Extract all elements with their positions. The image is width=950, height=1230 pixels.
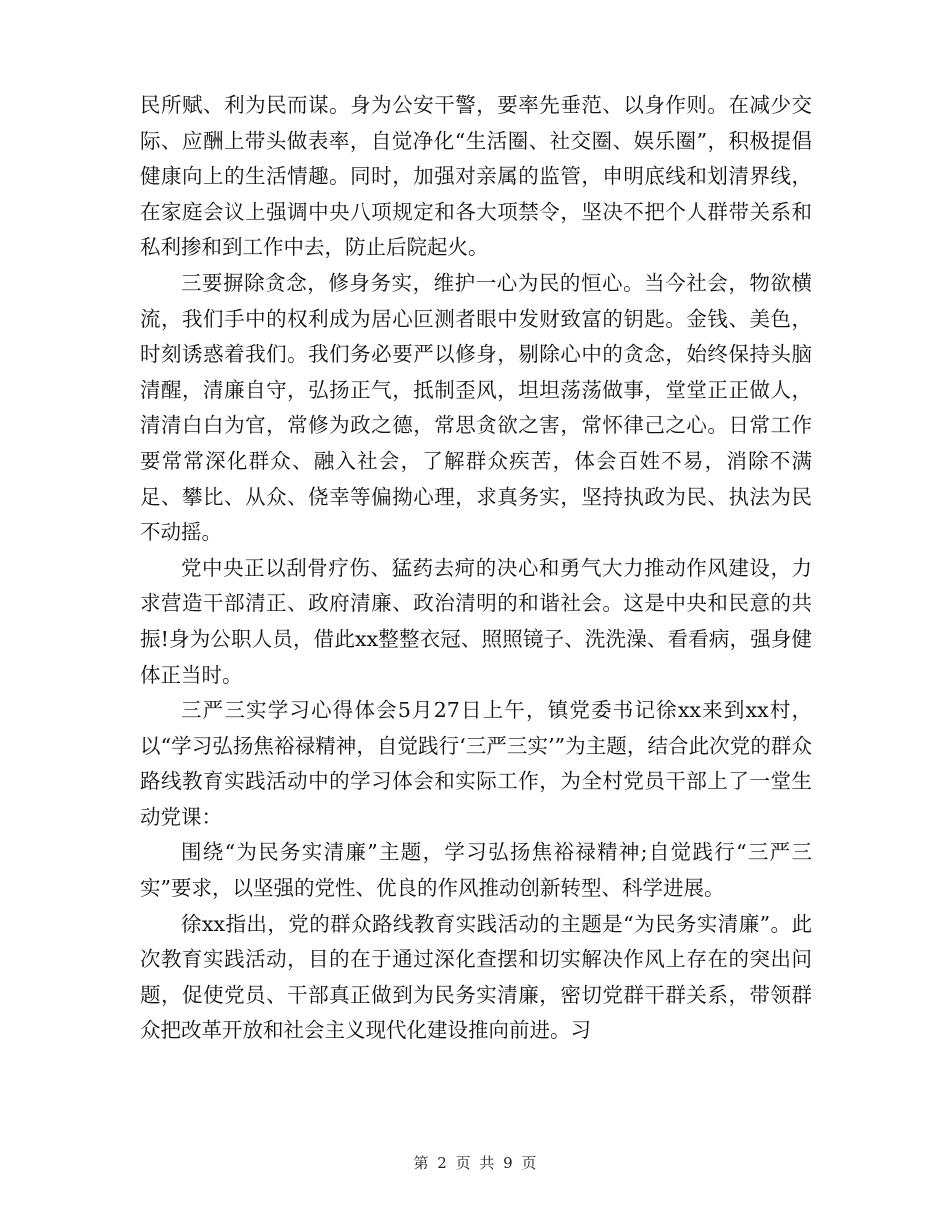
page-footer: 第 2 页 共 9 页: [413, 1154, 537, 1172]
paragraph: 党中央正以刮骨疗伤、猛药去疴的决心和勇气大力推动作风建设，力求营造干部清正、政府清廉、政治清明的和谐社会。这是中央和民意的共振!身为公职人员，借此xx整整衣冠、照照镜子、洗洗澡、看看病，强身健体正当时。: [140, 555, 812, 687]
paragraph: 三严三实学习心得体会5月27日上午，镇党委书记徐xx来到xx村，以“学习弘扬焦裕禄精神，自觉践行‘三严三实’”为主题，结合此次党的群众路线教育实践活动中的学习体会和实际工作，为全村党员干部上了一堂生动党课：: [140, 698, 812, 829]
body-text: [140, 88, 812, 1049]
paragraph: 徐xx指出，党的群众路线教育实践活动的主题是“为民务实清廉”。此次教育实践活动，目的在于通过深化查摆和切实解决作风上存在的突出问题，促使党员、干部真正做到为民务实清廉，密切党群干群关系，带领群众把改革开放和社会主义现代化建设推向前进。习: [140, 911, 812, 1043]
paragraph: 三要摒除贪念，修身务实，维护一心为民的恒心。当今社会，物欲横流，我们手中的权利成为居心叵测者眼中发财致富的钥匙。金钱、美色，时刻诱惑着我们。我们务必要严以修身，剔除心中的贪念，始终保持头脑清醒，清廉自守，弘扬正气，抵制歪风，坦坦荡荡做事，堂堂正正做人，清清白白为官，常修为政之德，常思贪欲之害，常怀律己之心。日常工作要常常深化群众、融入社会，了解群众疾苦，体会百姓不易，消除不满足、攀比、从众、侥幸等偏拗心理，求真务实，坚持执政为民、执法为民不动摇。: [140, 270, 812, 545]
paragraph-continued: 民所赋、利为民而谋。身为公安干警，要率先垂范、以身作则。在减少交际、应酬上带头做表率，自觉净化“生活圈、社交圈、娱乐圈”，积极提倡健康向上的生活情趣。同时，加强对亲属的监管，申明底线和划清界线，在家庭会议上强调中央八项规定和各大项禁令，坚决不把个人群带关系和私利掺和到工作中去，防止后院起火。: [140, 93, 812, 260]
paragraph: 围绕“为民务实清廉”主题，学习弘扬焦裕禄精神;自觉践行“三严三实”要求，以坚强的党性、优良的作风推动创新转型、科学进展。: [140, 840, 812, 901]
